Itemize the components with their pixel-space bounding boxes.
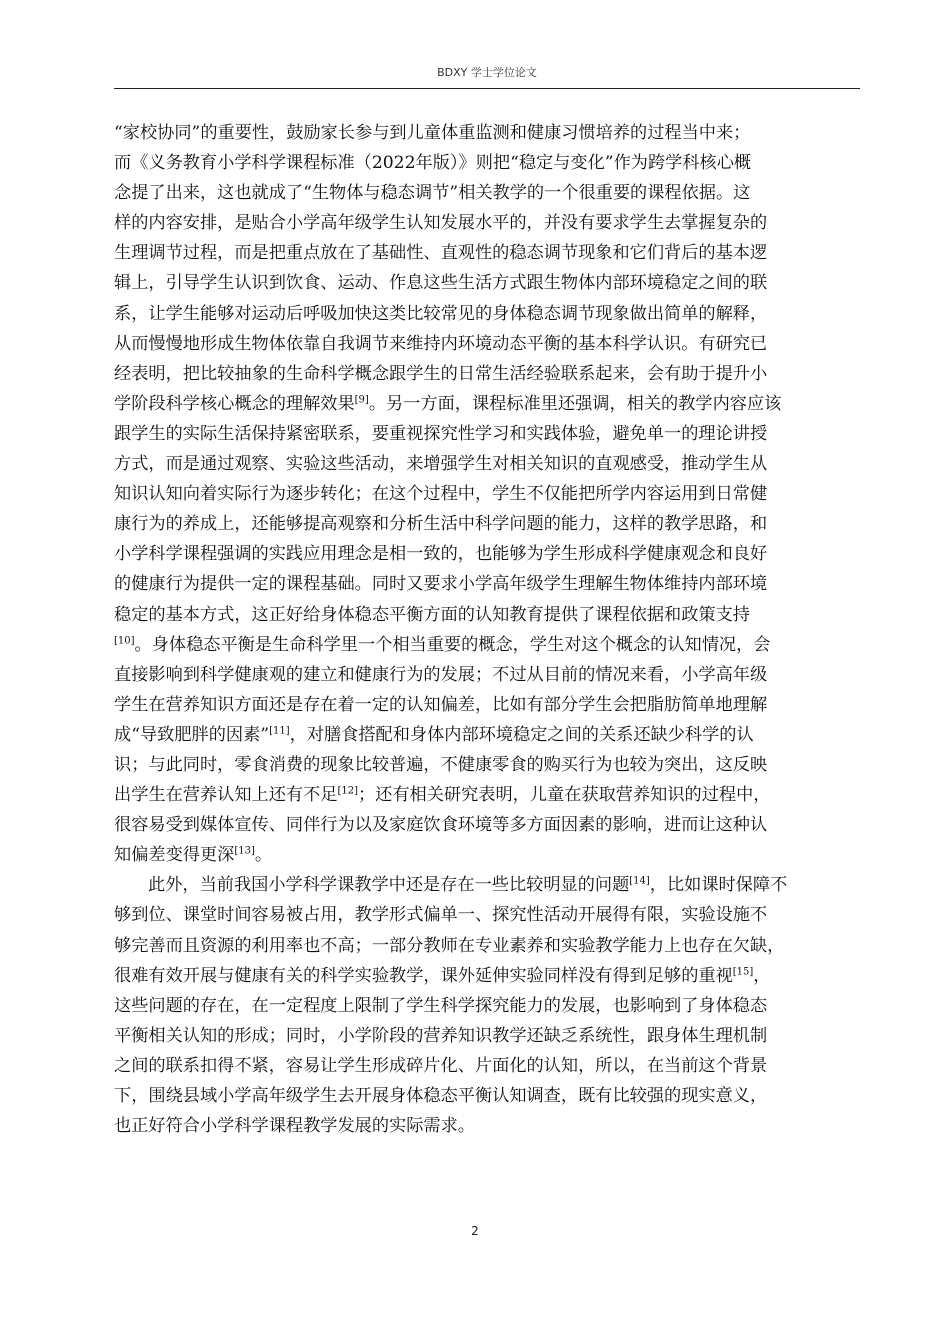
text-line bbox=[114, 359, 860, 389]
line-text: 平衡相关认知的形成；同时，小学阶段的营养知识教学还缺乏系统性，跟身体生理机制 bbox=[114, 1025, 768, 1046]
text-line bbox=[114, 178, 860, 208]
line-text bbox=[114, 630, 770, 660]
citation-ref[interactable]: [15] bbox=[732, 965, 754, 977]
text-line bbox=[114, 419, 860, 449]
text-line bbox=[114, 600, 860, 630]
line-text: 经表明，把比较抽象的生命科学概念跟学生的日常生活经验联系起来，会有助于提升小 bbox=[114, 363, 768, 384]
text-line bbox=[114, 449, 860, 479]
text-line bbox=[114, 690, 860, 720]
text-line bbox=[114, 720, 860, 750]
line-text bbox=[114, 720, 754, 750]
line-text bbox=[114, 389, 781, 419]
citation-ref[interactable]: [12] bbox=[337, 785, 358, 797]
citation-ref[interactable]: [11] bbox=[269, 725, 290, 737]
line-text: 之间的联系扣得不紧，容易让学生形成碎片化、片面化的认知，所以，在当前这个背景 bbox=[114, 1055, 768, 1076]
line-text: 稳定的基本方式，这正好给身体稳态平衡方面的认知教育提供了课程依据和政策支持 bbox=[114, 604, 750, 625]
text-line bbox=[114, 840, 860, 870]
line-text: 辑上，引导学生认识到饮食、运动、作息这些生活方式跟生物体内部环境稳定之间的联 bbox=[114, 273, 768, 294]
text-line bbox=[114, 238, 860, 268]
body-text bbox=[114, 118, 860, 1141]
line-text: 从而慢慢地形成生物体依靠自我调节来维持内环境动态平衡的基本科学认识。有研究已 bbox=[114, 333, 768, 354]
text-fragment: 。身体稳态平衡是生命科学里一个相当重要的概念，学生对这个概念的认知情况，会 bbox=[134, 634, 771, 655]
text-line bbox=[114, 268, 860, 298]
text-line bbox=[114, 931, 860, 961]
line-text: 康行为的养成上，还能够提高观察和分析生活中科学问题的能力，这样的教学思路，和 bbox=[114, 514, 768, 535]
text-line bbox=[114, 630, 860, 660]
text-fragment: ，比如课时保障不 bbox=[649, 875, 788, 896]
text-line bbox=[114, 148, 860, 178]
line-text: 的健康行为提供一定的课程基础。同时又要求小学高年级学生理解生物体维持内部环境 bbox=[114, 574, 768, 595]
text-line bbox=[114, 870, 860, 900]
line-text: 也正好符合小学科学课程教学发展的实际需求。 bbox=[114, 1116, 475, 1137]
line-text: 这些问题的存在，在一定程度上限制了学生科学探究能力的发展，也影响到了身体稳态 bbox=[114, 995, 768, 1016]
text-line bbox=[114, 1111, 860, 1141]
line-text bbox=[114, 780, 771, 810]
line-text bbox=[114, 961, 771, 991]
citation-ref[interactable]: [14] bbox=[629, 875, 650, 887]
line-text: 跟学生的实际生活保持紧密联系，要重视探究性学习和实践体验，避免单一的理论讲授 bbox=[114, 423, 768, 444]
line-text: 识；与此同时，零食消费的现象比较普遍，不健康零食的购买行为也较为突出，这反映 bbox=[114, 754, 768, 775]
text-line bbox=[114, 750, 860, 780]
text-line bbox=[114, 569, 860, 599]
line-text: 方式，而是通过观察、实验这些活动，来增强学生对相关知识的直观感受，推动学生从 bbox=[114, 454, 768, 475]
line-text: 念提了出来，这也就成了“生物体与稳态调节”相关教学的一个很重要的课程依据。这 bbox=[114, 183, 751, 204]
text-fragment: 出学生在营养认知上还有不足 bbox=[114, 785, 338, 806]
line-text: 知识认知向着实际行为逐步转化；在这个过程中，学生不仅能把所学内容运用到日常健 bbox=[114, 484, 768, 505]
line-text: 生理调节过程，而是把重点放在了基础性、直观性的稳态调节现象和它们背后的基本逻 bbox=[114, 243, 768, 264]
line-text: 很容易受到媒体宣传、同伴行为以及家庭饮食环境等多方面因素的影响，进而让这种认 bbox=[114, 815, 768, 836]
text-fragment: 成“导致肥胖的因素” bbox=[114, 724, 270, 745]
citation-ref[interactable]: [13] bbox=[234, 845, 255, 857]
line-text: 够完善而且资源的利用率也不高；一部分教师在专业素养和实验教学能力上也存在欠缺， bbox=[114, 935, 785, 956]
text-fragment: 。另一方面，课程标准里还强调，相关的教学内容应该 bbox=[368, 393, 782, 414]
text-fragment: ；还有相关研究表明，儿童在获取营养知识的过程中， bbox=[357, 785, 771, 806]
text-line bbox=[114, 389, 860, 419]
text-line bbox=[114, 299, 860, 329]
line-text: “家校协同”的重要性，鼓励家长参与到儿童体重监测和健康习惯培养的过程当中来； bbox=[114, 123, 751, 143]
text-fragment: ， bbox=[753, 965, 771, 986]
text-fragment: 知偏差变得更深 bbox=[114, 845, 235, 866]
text-fragment: 学阶段科学核心概念的理解效果 bbox=[114, 393, 355, 414]
header-rule bbox=[114, 88, 860, 89]
text-line bbox=[114, 780, 860, 810]
text-line bbox=[114, 208, 860, 238]
text-line bbox=[114, 509, 860, 539]
text-line bbox=[114, 118, 860, 148]
text-line bbox=[114, 479, 860, 509]
line-text: 而《义务教育小学科学课程标准（2022年版）》则把“稳定与变化”作为跨学科核心概 bbox=[114, 153, 752, 174]
line-text: 够到位、课堂时间容易被占用，教学形式偏单一、探究性活动开展得有限，实验设施不 bbox=[114, 905, 768, 926]
line-text bbox=[114, 840, 272, 870]
text-line bbox=[114, 961, 860, 991]
text-line bbox=[114, 900, 860, 930]
line-text: 样的内容安排，是贴合小学高年级学生认知发展水平的，并没有要求学生去掌握复杂的 bbox=[114, 213, 768, 234]
text-line bbox=[114, 660, 860, 690]
line-text: 学生在营养知识方面还是存在着一定的认知偏差，比如有部分学生会把脂肪简单地理解 bbox=[114, 694, 768, 715]
text-line bbox=[114, 329, 860, 359]
text-fragment: 此外，当前我国小学科学课教学中还是存在一些比较明显的问题 bbox=[148, 875, 630, 896]
text-line bbox=[114, 539, 860, 569]
line-text bbox=[148, 870, 787, 900]
text-line bbox=[114, 810, 860, 840]
citation-ref[interactable]: [9] bbox=[354, 394, 369, 406]
text-fragment: 很难有效开展与健康有关的科学实验教学，课外延伸实验同样没有得到足够的重视 bbox=[114, 965, 733, 986]
text-fragment: ，对膳食搭配和身体内部环境稳定之间的关系还缺少科学的认 bbox=[289, 724, 754, 745]
text-line bbox=[114, 1051, 860, 1081]
line-text: 小学科学课程强调的实践应用理念是相一致的，也能够为学生形成科学健康观念和良好 bbox=[114, 544, 768, 565]
text-line bbox=[114, 991, 860, 1021]
text-line bbox=[114, 1021, 860, 1051]
text-line bbox=[114, 1081, 860, 1111]
line-text: 直接影响到科学健康观的建立和健康行为的发展；不过从目前的情况来看，小学高年级 bbox=[114, 664, 768, 685]
line-text: 下，围绕县域小学高年级学生去开展身体稳态平衡认知调查，既有比较强的现实意义， bbox=[114, 1086, 768, 1106]
line-text: 系，让学生能够对运动后呼吸加快这类比较常见的身体稳态调节现象做出简单的解释， bbox=[114, 303, 768, 324]
citation-ref[interactable]: [10] bbox=[114, 634, 135, 646]
page-number: 2 bbox=[471, 1224, 479, 1238]
page-header-title: BDXY 学士学位论文 bbox=[437, 66, 537, 79]
text-fragment: 。 bbox=[254, 845, 273, 866]
